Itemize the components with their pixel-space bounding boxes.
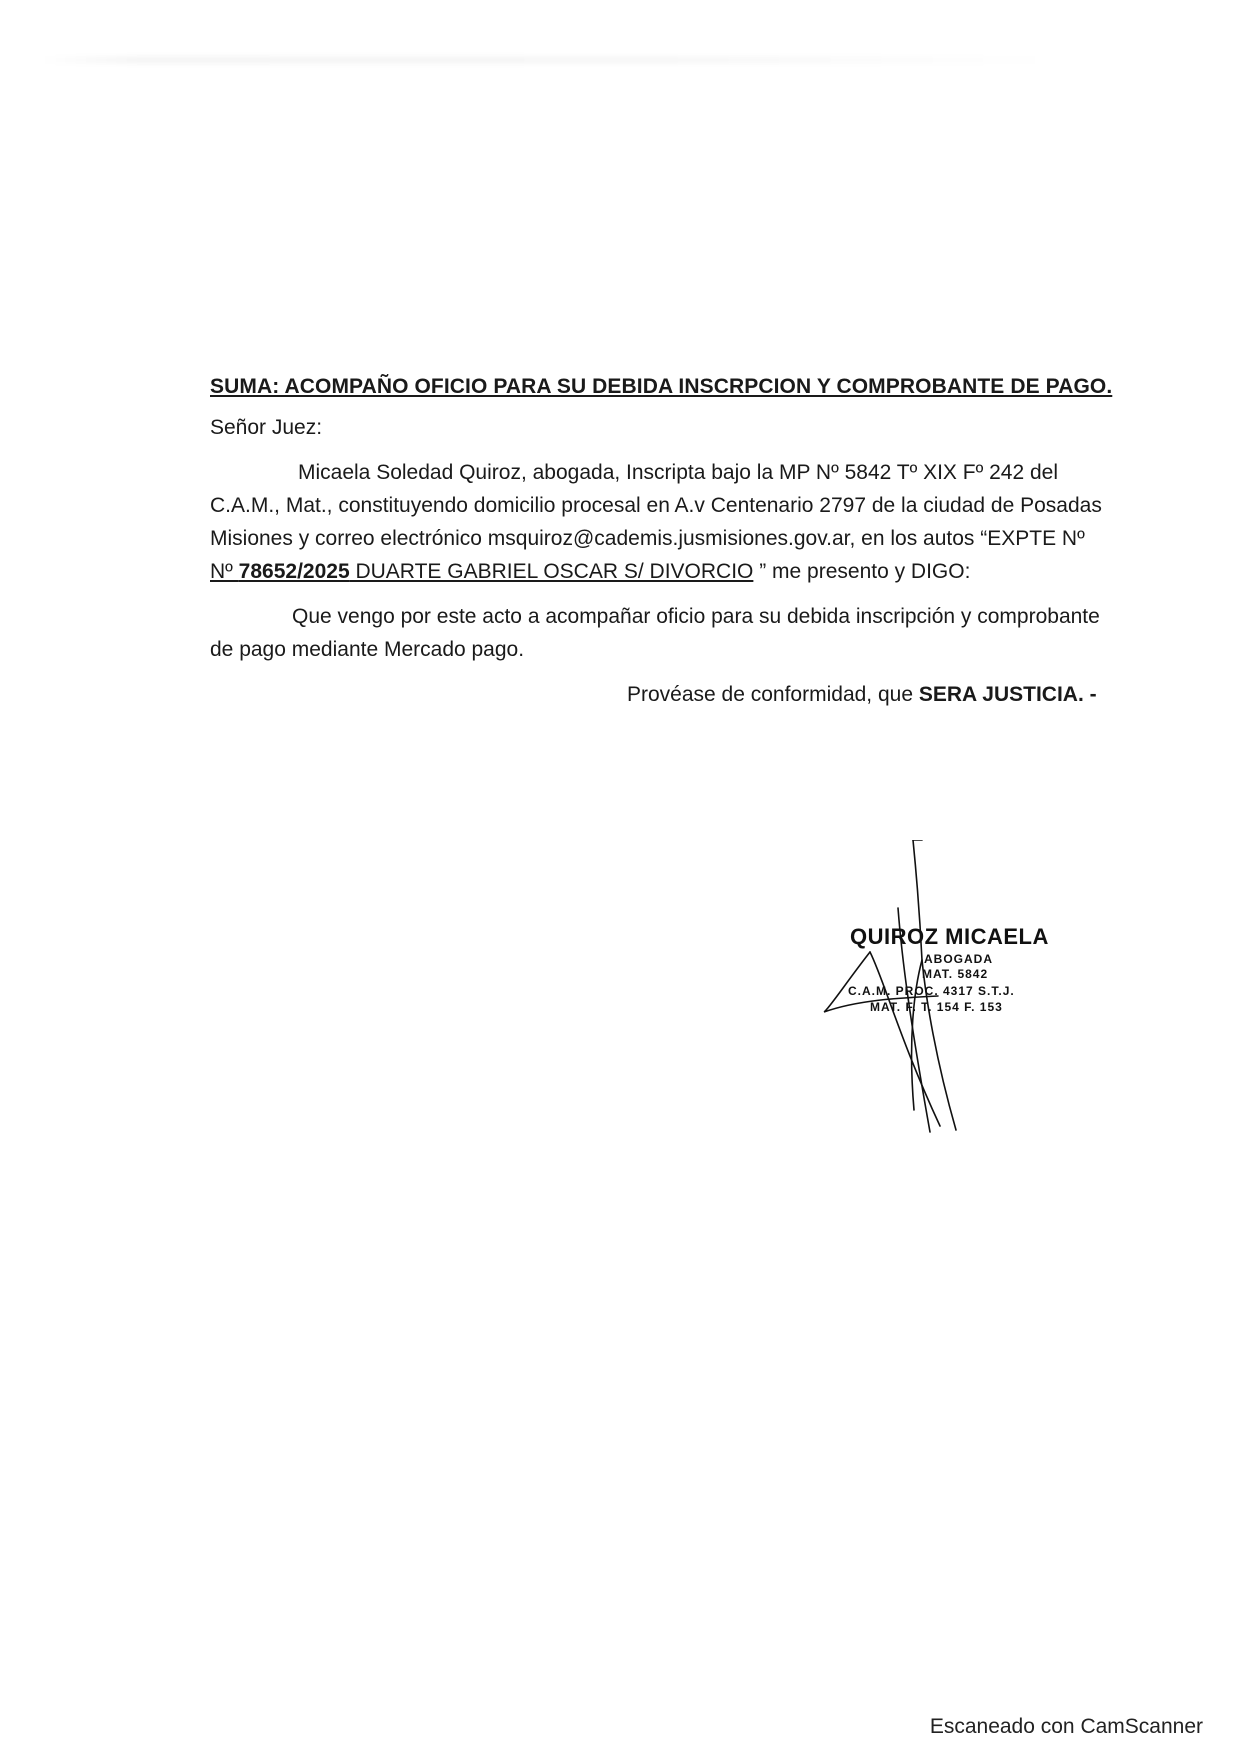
paragraph-presentation: [210, 456, 1185, 588]
expte-reference: [210, 560, 753, 583]
paragraph-text: Micaela Soledad Quiroz, abogada, Inscripta bajo la MP Nº 5842 Tº XIX Fº 242 del: [298, 461, 1058, 484]
stamp-cam: C.A.M. PROC. 4317 S.T.J.: [848, 984, 1015, 998]
expte-number: 78652/2025: [238, 560, 350, 583]
paragraph-line: [210, 600, 1185, 633]
paragraph-request: [210, 600, 1185, 666]
paragraph-line: [210, 555, 1185, 588]
expte-prefix: Nº: [210, 560, 239, 583]
salutation: Señor Juez:: [210, 416, 323, 439]
stamp-title: ABOGADA: [924, 952, 993, 966]
paragraph-line: de pago mediante Mercado pago.: [210, 638, 525, 661]
closing-text: Provéase de conformidad, que: [627, 683, 919, 706]
paragraph-text: Que vengo por este acto a acompañar oficio para su debida inscripción y comprobante: [292, 605, 1100, 628]
stamp-matricula: MAT. 5842: [922, 967, 989, 981]
expte-caratula: DUARTE GABRIEL OSCAR S/ DIVORCIO: [349, 560, 754, 583]
paragraph-tail: ” me presento y DIGO:: [753, 560, 971, 583]
closing-formula: [210, 678, 1185, 711]
stamp-federal: MAT. F. T. 154 F. 153: [870, 1000, 1003, 1014]
legal-document: [210, 370, 1185, 711]
camscanner-watermark: Escaneado con CamScanner: [929, 1715, 1203, 1738]
stamp-name: QUIROZ MICAELA: [850, 924, 1049, 949]
scan-bleed-mark: [40, 56, 1060, 64]
closing-bold: SERA JUSTICIA. -: [918, 683, 1097, 706]
paragraph-line: C.A.M., Mat., constituyendo domicilio procesal en A.v Centenario 2797 de la ciudad de Posadas: [210, 494, 1102, 517]
paragraph-line: [210, 456, 1185, 489]
paragraph-line: Misiones y correo electrónico msquiroz@cademis.jusmisiones.gov.ar, en los autos “EXPTE Nº: [210, 527, 1085, 550]
signature-stamp: [818, 840, 1078, 1140]
document-heading: SUMA: ACOMPAÑO OFICIO PARA SU DEBIDA INSCRPCION Y COMPROBANTE DE PAGO.: [210, 375, 1113, 398]
